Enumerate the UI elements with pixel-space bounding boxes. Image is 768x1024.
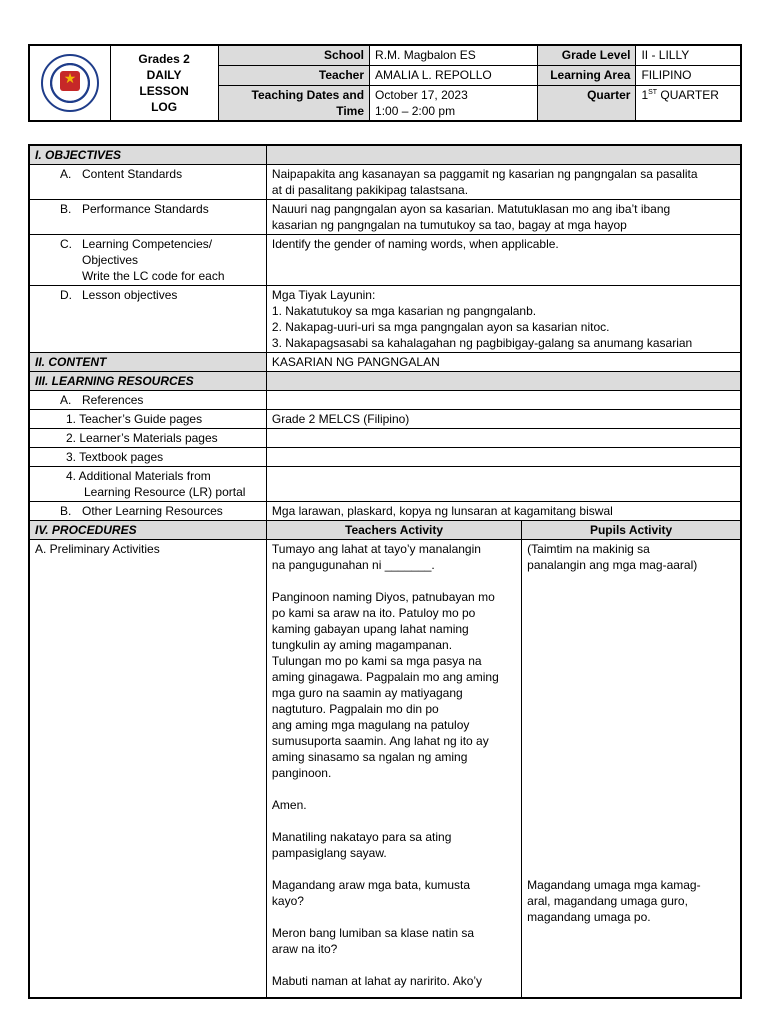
learning-area-label: Learning Area (537, 66, 636, 86)
content-value: KASARIAN NG PANGNGALAN (266, 353, 741, 372)
pupils-activity-header: Pupils Activity (522, 521, 741, 540)
teacher-label: Teacher (218, 66, 369, 86)
teachers-activity-header: Teachers Activity (266, 521, 521, 540)
quarter-label: Quarter (537, 86, 636, 122)
objectives-heading: I. OBJECTIVES (29, 145, 266, 165)
header-table (28, 44, 742, 122)
textbook-pages-label: 3. Textbook pages (29, 448, 266, 467)
lesson-log-table (28, 144, 742, 999)
references-label: A. References (29, 391, 266, 410)
content-standards-value: Naipapakita ang kasanayan sa paggamit ng kasarian ng pangngalan sa pasalita at di pasalitang pakikipag talastsana. (266, 165, 741, 200)
quarter-value: 1ST QUARTER (636, 86, 741, 122)
grade-level-label: Grade Level (537, 45, 636, 66)
content-heading: II. CONTENT (29, 353, 266, 372)
other-resources-value: Mga larawan, plaskard, kopya ng lunsaran at kagamitang biswal (266, 502, 741, 521)
lesson-objectives-value: Mga Tiyak Layunin: 1. Nakatutukoy sa mga kasarian ng pangngalanb. 2. Nakapag-uuri-uri sa mga pangngalan ayon sa kasarian nitoc. 3. Nakapagsasabi sa kahalagahan ng pagbibigay-galang sa anumang kasarian (266, 286, 741, 353)
teachers-guide-value: Grade 2 MELCS (Filipino) (266, 410, 741, 429)
daily-lesson-log-title: Grades 2 DAILY LESSON LOG (110, 45, 218, 121)
performance-standards-value: Nauuri nag pangngalan ayon sa kasarian. Matutuklasan mo ang iba’t ibang kasarian ng pangngalan na tumutukoy sa tao, bagay at mga hayop (266, 200, 741, 235)
school-label: School (218, 45, 369, 66)
other-resources-label: B. Other Learning Resources (29, 502, 266, 521)
learning-area-value: FILIPINO (636, 66, 741, 86)
school-value: R.M. Magbalon ES (370, 45, 538, 66)
lesson-objectives-label: D. Lesson objectives (29, 286, 266, 353)
competencies-value: Identify the gender of naming words, when applicable. (266, 235, 741, 286)
pupils-activity-content: (Taimtim na makinig sa panalangin ang mga mag-aaral) Magandang umaga mga kamag- aral, magandang umaga guro, magandang umaga po. (522, 540, 741, 999)
deped-logo-cell (29, 45, 110, 121)
teacher-value: AMALIA L. REPOLLO (370, 66, 538, 86)
learning-resources-heading: III. LEARNING RESOURCES (29, 372, 266, 391)
dates-value: October 17, 2023 1:00 – 2:00 pm (370, 86, 538, 122)
content-standards-label: A. Content Standards (29, 165, 266, 200)
dates-label: Teaching Dates and Time (218, 86, 369, 122)
learners-materials-label: 2. Learner’s Materials pages (29, 429, 266, 448)
procedures-heading: IV. PROCEDURES (29, 521, 266, 540)
teachers-activity-content: Tumayo ang lahat at tayo’y manalangin na pangugunahan ni _______. Panginoon naming Diyos, patnubayan mo po kami sa araw na ito. Patuloy mo po kaming gabayan upang lahat naming tungkulin ay aming magampanan. Tulungan mo po kami sa mga pasya na aming ginagawa. Pagpalain mo ang aming mga guro na saamin ay matiyagang nagtuturo. Pagpalain mo din po ang aming mga magulang na patuloy sumusuporta saamin. Ang lahat ng ito ay aming sinasamo sa ngalan ng aming panginoon. Amen. Manatiling nakatayo para sa ating pampasiglang sayaw. Magandang araw mga bata, kumusta kayo? Meron bang lumiban sa klase natin sa araw na ito? Mabuti naman at lahat ay naririto. Ako’y (266, 540, 521, 999)
teachers-guide-label: 1. Teacher’s Guide pages (29, 410, 266, 429)
additional-materials-label: 4. Additional Materials from Learning Resource (LR) portal (29, 467, 266, 502)
deped-seal-icon: ★ (41, 54, 99, 112)
grade-level-value: II - LILLY (636, 45, 741, 66)
competencies-label: C. Learning Competencies/ Objectives Write the LC code for each (29, 235, 266, 286)
preliminary-activities-label: A. Preliminary Activities (29, 540, 266, 999)
performance-standards-label: B. Performance Standards (29, 200, 266, 235)
